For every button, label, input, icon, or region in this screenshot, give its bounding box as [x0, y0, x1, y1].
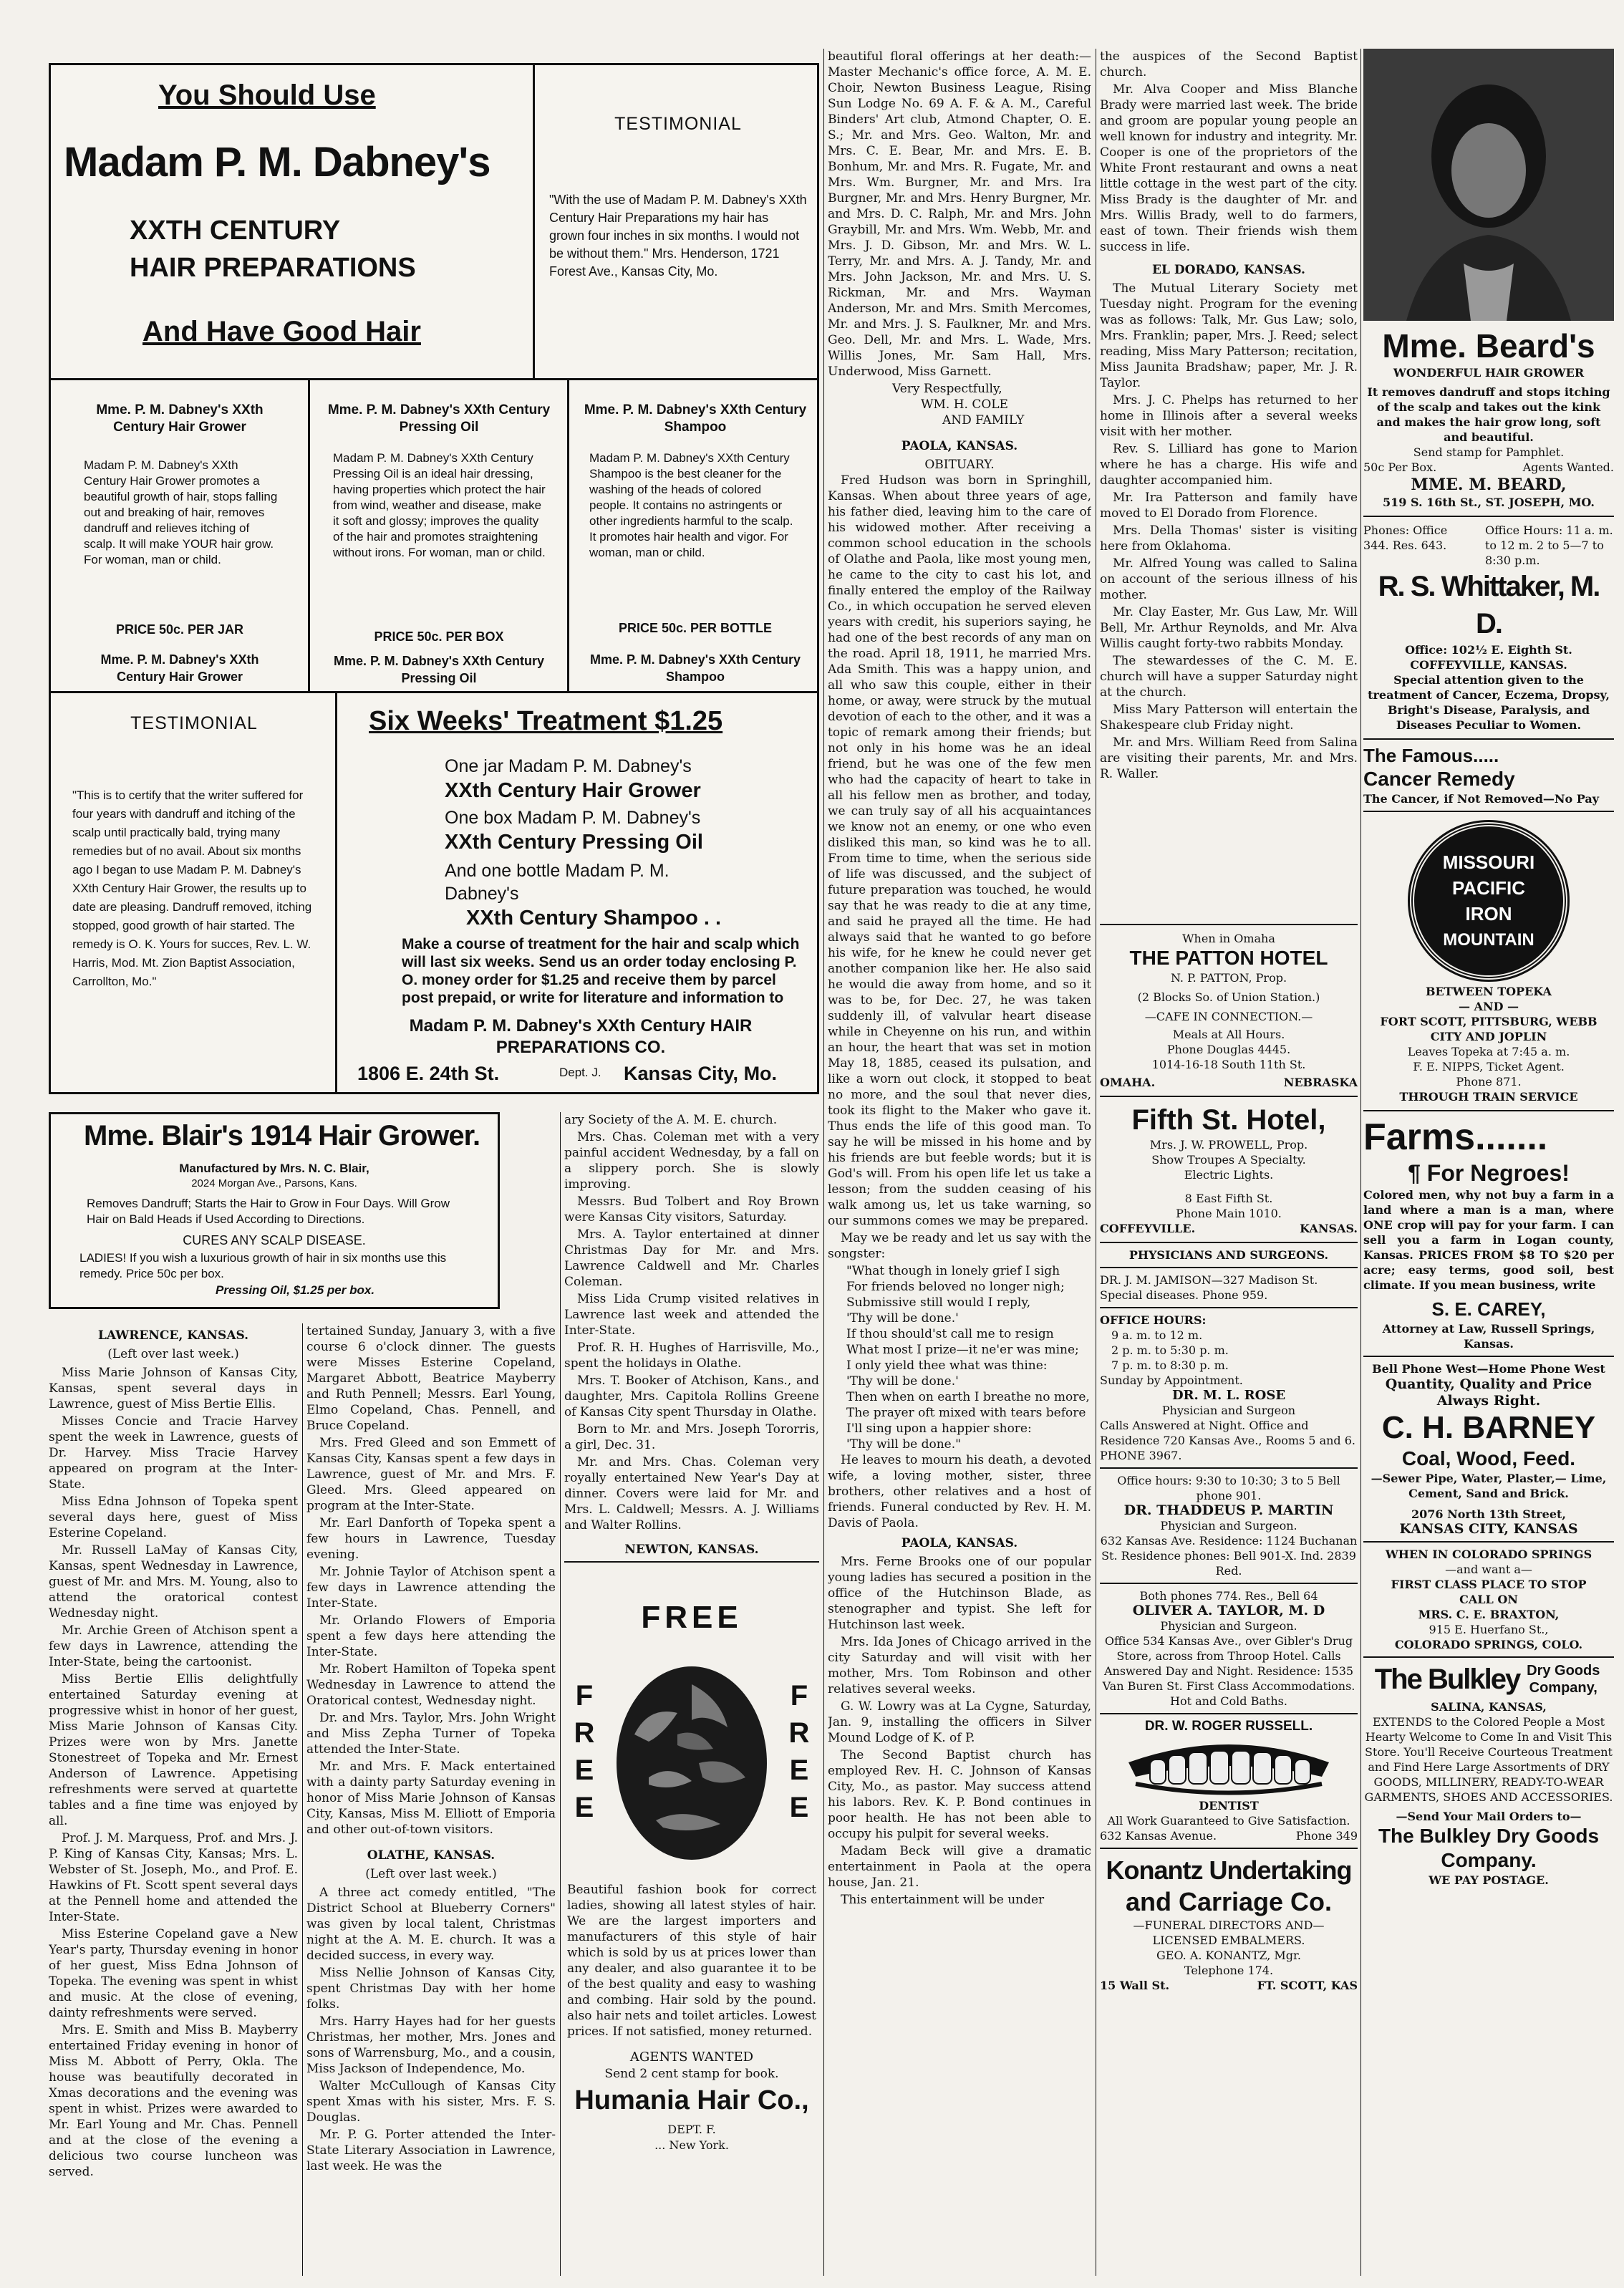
poem-line: Submissive still would I reply,: [846, 1295, 1031, 1310]
farms-title: Farms.......: [1363, 1116, 1548, 1158]
col3-para: Mrs. T. Booker of Atchison, Kans., and daughter, Mrs. Capitola Rollins Greene of Kansas City spent Thursday in Olathe.: [564, 1374, 819, 1419]
patton-cafe: —CAFE IN CONNECTION.—: [1144, 1010, 1313, 1023]
col2-para: A three act comedy entitled, "The District School at Blueberry Corners" was given by local talent, Christmas night at the A. M. E. church. It was a decided success, in every way.: [306, 1886, 556, 1963]
fifth-lights: Electric Lights.: [1184, 1168, 1274, 1182]
col4-para: Mrs. Ida Jones of Chicago arrived in the city Saturday and will visit with her mother, Mrs. Tom Robinson and other relatives several weeks.: [828, 1635, 1091, 1696]
beard-price: 50c Per Box.: [1363, 460, 1437, 474]
column-rule: [823, 49, 824, 2276]
blair-ad: [49, 1112, 500, 1309]
dabney-line2: HAIR PREPARATIONS: [130, 253, 416, 283]
farms-sub: ¶ For Negroes!: [1408, 1160, 1570, 1186]
treatment-line-1: One jar Madam P. M. Dabney's: [445, 756, 692, 776]
mp-line-4: MOUNTAIN: [1443, 930, 1534, 950]
dentist-text: All Work Guaranteed to Give Satisfaction.: [1107, 1814, 1350, 1828]
col5-para: Mrs. J. C. Phelps has returned to her home in Illinois after a several weeks visit with her mother.: [1100, 393, 1358, 439]
patton-hotel-ad: [1100, 924, 1358, 1097]
col5-heading: EL DORADO, KANSAS.: [1152, 263, 1305, 277]
farms-text: Colored men, why not buy a farm in a land where a man is a man, where ONE crop will pay for your farm. I can sell you a farm in Logan county, Kansas. PRICES FROM $8 TO $20 per acre; easy terms, good soil, best climate. If you mean business, write: [1363, 1188, 1614, 1292]
col1-para: Miss Bertie Ellis delightfully entertained Saturday evening at progressive whist in honor of her guest, Miss Marie Johnson of Kansas City. Prizes were won by Mrs. Janette Stonestreet of Topeka and Mr. Ernest Anderson of Lawrence. Appetising refreshments were served at quartette tables and a fine time was enjoyed by all.: [49, 1672, 298, 1828]
beard-title: Mme. Beard's: [1382, 327, 1595, 365]
colo-line-4: CALL ON: [1459, 1593, 1518, 1606]
whittaker-office: Office: 102½ E. Eighth St.: [1405, 643, 1572, 657]
taylor-sub: Physician and Surgeon.: [1160, 1619, 1297, 1633]
col4-para: This entertainment will be under: [841, 1893, 1045, 1907]
taylor-name: OLIVER A. TAYLOR, M. D: [1132, 1603, 1325, 1618]
mp-and: — AND —: [1458, 1000, 1519, 1013]
colo-line-1: WHEN IN COLORADO SPRINGS: [1385, 1548, 1592, 1561]
dabney-ad: [49, 63, 819, 693]
col3-para: Prof. R. H. Hughes of Harrisville, Mo., spent the holidays in Olathe.: [564, 1341, 819, 1371]
col2-para: Dr. and Mrs. Taylor, Mrs. John Wright and Miss Zepha Turner of Topeka attended the Inter-State.: [306, 1711, 556, 1757]
col5-para: Mr. Clay Easter, Mr. Gus Law, Mr. Will Bell, Mr. Arthur Reynolds, and Mr. Alva Willis caught forty-two rabbits Monday.: [1100, 605, 1358, 651]
cancer-title: Cancer Remedy: [1363, 768, 1515, 790]
dentist-phone: Phone 349: [1295, 1829, 1358, 1843]
col1-para: Prof. J. M. Marquess, Prof. and Mrs. J. P. King of Kansas City, Kansas; Mrs. L. Webster of St. Joseph, Mo., and Prof. E. Hawkins of Ft. Scott spent several days at the Pennell home and attended the Inter-State.: [49, 1831, 298, 1924]
bulkley-text: EXTENDS to the Colored People a Most Hearty Welcome to Come In and Visit This Store. You'll Receive Courteous Treatment and Find Here Large Assortments of DRY GOODS, MILLINERY, READY-TO-WEAR GARMENTS, SHOES AND ACCESSORIES.: [1364, 1715, 1613, 1804]
col2-para: Mr. Orlando Flowers of Emporia spent a few days here attending the Inter-State.: [306, 1613, 556, 1659]
dabney-line1: XXTH CENTURY: [130, 216, 341, 246]
fifth-state: KANSAS.: [1300, 1222, 1358, 1235]
good-hair: And Have Good Hair: [142, 316, 421, 347]
carey-name: S. E. CAREY,: [1431, 1298, 1546, 1320]
blair-title: Mme. Blair's 1914 Hair Grower.: [84, 1120, 480, 1152]
col1-sub: (Left over last week.): [107, 1347, 239, 1361]
free-heading: FREE: [641, 1600, 743, 1635]
col4-para: The Second Baptist church has employed Rev. H. C. Johnson of Kansas City, Mo., as pastor. May success attend his labors. Rev. K. P. Bond continues in poor health. He has not been able to occupy his pulpit for several weeks.: [828, 1748, 1091, 1841]
russell-name: DR. W. ROGER RUSSELL.: [1144, 1719, 1313, 1734]
col5-para: Mrs. Della Thomas' sister is visiting here from Oklahoma.: [1100, 523, 1358, 554]
col4-para: G. W. Lowry was at La Cygne, Saturday, Jan. 9, installing the officers in Silver Mound Lodge of K. of P.: [828, 1699, 1091, 1745]
col2-para: Mrs. Fred Gleed and son Emmett of Kansas City, Kansas spent a few days in Lawrence, guest of Mr. and Mrs. F. Gleed. Mrs. Gleed appeared on program at the Inter-State.: [306, 1436, 556, 1513]
blair-text: Removes Dandruff; Starts the Hair to Grow in Four Days. Will Grow Hair on Bald Heads if Used According to Directions.: [87, 1197, 450, 1226]
product-3-footer: Mme. P. M. Dabney's XXth Century Shampoo: [589, 652, 801, 684]
martin-name: DR. THADDEUS P. MARTIN: [1123, 1502, 1334, 1518]
col2-heading: OLATHE, KANSAS.: [367, 1848, 496, 1863]
poem-line: I only yield thee what was thine:: [846, 1358, 1048, 1373]
barney-addr: 2076 North 13th Street,: [1411, 1507, 1566, 1521]
konantz-mgr: GEO. A. KONANTZ, Mgr.: [1156, 1949, 1301, 1962]
blair-cures: CURES ANY SCALP DISEASE.: [183, 1233, 366, 1247]
bulkley-postage: WE PAY POSTAGE.: [1429, 1873, 1549, 1887]
whittaker-text: Special attention given to the treatment of Cancer, Eczema, Dropsy, Bright's Disease, Paralysis, and Diseases Peculiar to Women.: [1368, 673, 1610, 732]
humania-stamp: Send 2 cent stamp for book.: [604, 2067, 779, 2081]
bulkley-city: SALINA, KANSAS,: [1431, 1700, 1547, 1714]
treatment-line-5: And one bottle Madam P. M. Dabney's: [445, 861, 670, 904]
mp-line-2: PACIFIC: [1451, 877, 1526, 899]
col4-para: beautiful floral offerings at her death:— Master Mechanic's office force, A. M. E. Choir, Newton Business League, Rising Sun Lodge No. 69 A. F. & A. M., Careful Binders' Art club, Atmond Chapter, O. E. S.; Mr. and Mrs. Geo. Walton, Mr. and Mrs. C. E. Bear, Mr. and Mrs. E. B. Bonhum, Mr. and Mrs. R. Fugate, Mr. and Mrs. Wm. Burgner, Mr. and Mrs. Ira Burgner, Mr. and Mrs. Henry Burgner, Mr. and Mrs. D. C. Ralph, Mr. and Mrs. John Graybill, Mr. and Mrs. Wm. Webb, Mr. and Mrs. J. D. Gibson, Mr. and Mrs. W. L. Terry, Mr. and Mrs. A. J. Tandy, Mr. and Mrs. John Jackson, Mr. and Mrs. U. S. Rickman, Mr. and Mrs. Wayman Anderson, Mr. and Mrs. Smith Mercomes, Mr. and Mrs. J. S. Faulkner, Mr. and Mrs. Geo. Dell, Mr. and Mrs. L. Wade, Mrs. Willis Jones, Mr. Sam Hall, Mrs. Underwood, Miss Garnett.: [828, 49, 1091, 379]
konantz-addr: 15 Wall St.: [1100, 1979, 1170, 1992]
physicians-heading: PHYSICIANS AND SURGEONS.: [1100, 1243, 1358, 1268]
col4-para: Fred Hudson was born in Springhill, Kansas. When about three years of age, his father died, leaving him to the care of his widowed mother. After receiving a common school education in the schools of Olathe and Paola, like most young men, he came to the city to cast his lot, and finally entered the employ of the Railway Co., in which occupation he served eleven years with credit, his superiors saying, he had one of the best records of any man on the road. April 18, 1911, he married Mrs. Ada Smith. This was a happy union, and all who saw this couple, either in their home, or away, were struck by the mutual devotion of each to the other, and it was a topic of remark among their friends; but not only in his home was he an ideal friend, but he was one of the few men who had the capacity of heart to take in all his fellow men as brother, and today, we can truly say of all his acquaintances we know not an enemy, or one who even disliked this man, so kind was he to all. From time to time, when the serious side of life was discussed, and the subject of future preparation was touched, he would say that he was ready to die at any time, and said he prayed all the time. He had always said that he wanted to go before his wife, for he knew he could never get another companion like her. He also said he would die away from home, and so it was to be, for Dec. 27, he was taken suddenly ill, of valvular heart disease while in Cheyenne on his run, and within an hour, the heart that was set in motion May 18, 1885, ceased its pulsation, and like a worn out clock, it stopped to beat no more, and the soul that never dies, took its flight to the Maker who gave it. Thus ends the life of this good man. To say he will be missed in his home and by his friends are but feeble words; but it is God's will. From his open life let us take a lesson; from the sudden ceasing of his walk among us, let us take warning, so our summons comes we may be prepared.: [828, 473, 1091, 1228]
blair-maker: Manufactured by Mrs. N. C. Blair,: [179, 1162, 369, 1175]
fifth-troupes: Show Troupes A Specialty.: [1151, 1153, 1306, 1167]
col5-para: the auspices of the Second Baptist church.: [1100, 49, 1358, 79]
fifth-prop: Mrs. J. W. PROWELL, Prop.: [1149, 1138, 1308, 1152]
column-2: [306, 1323, 556, 2276]
treatment-title: Six Weeks' Treatment $1.25: [369, 706, 723, 736]
col3-para: Mrs. Chas. Coleman met with a very painful accident Wednesday, by a fall on a slippery porch. She is slowly improving.: [564, 1130, 819, 1192]
beard-sub: WONDERFUL HAIR GROWER: [1393, 366, 1585, 380]
colo-line-3: FIRST CLASS PLACE TO STOP: [1391, 1578, 1587, 1591]
dentist-title: DENTIST: [1199, 1799, 1259, 1812]
konantz-phone: Telephone 174.: [1184, 1964, 1274, 1977]
carey-sub: Attorney at Law, Russell Springs, Kansas.: [1382, 1322, 1595, 1351]
martin-sub: Physician and Surgeon.: [1160, 1519, 1297, 1532]
testimonial-1-text: "With the use of Madam P. M. Dabney's XXth Century Hair Preparations my hair has grown four inches in six months. I would not be without them." Mrs. Henderson, 1721 Forest Ave., Kansas City, Mo.: [549, 193, 807, 279]
cancer-sub: The Cancer, if Not Removed—No Pay: [1363, 792, 1600, 806]
famous: The Famous.....: [1363, 745, 1499, 766]
martin-text: 632 Kansas Ave. Residence: 1124 Buchanan St. Residence phones: Bell 901-X. Ind. 2839 Red.: [1100, 1534, 1358, 1578]
company-dept: Dept. J.: [559, 1066, 601, 1079]
bulkley-mail: —Send Your Mail Orders to—: [1396, 1810, 1582, 1823]
product-3-price: PRICE 50c. PER BOTTLE: [618, 621, 773, 635]
mp-line-1: MISSOURI: [1442, 851, 1535, 873]
col2-para: Mr. Johnie Taylor of Atchison spent a few days in Lawrence attending the Inter-State.: [306, 1565, 556, 1611]
col5-para: Mr. Alfred Young was called to Salina on account of the serious illness of his mother.: [1100, 556, 1358, 602]
col2-para: Mr. Earl Danforth of Topeka spent a few hours in Lawrence, Tuesday evening.: [306, 1516, 556, 1562]
barney-name: C. H. BARNEY: [1381, 1410, 1596, 1445]
cancer-ad: [1363, 740, 1614, 812]
col4-sub: OBITUARY.: [924, 458, 995, 472]
humania-dept: DEPT. F.: [667, 2123, 716, 2136]
treatment-line-6: XXth Century Shampoo . .: [466, 907, 722, 930]
barney-sub: Coal, Wood, Feed.: [1401, 1447, 1576, 1469]
patton-name: THE PATTON HOTEL: [1129, 947, 1328, 969]
fifth-name: Fifth St. Hotel,: [1131, 1104, 1326, 1136]
mp-cities: FORT SCOTT, PITTSBURG, WEBB CITY AND JOPLIN: [1380, 1015, 1598, 1043]
col5-para: Mr. Ira Patterson and family have moved to El Dorado from Florence.: [1100, 491, 1358, 521]
col2-para: tertained Sunday, January 3, with a five course 6 o'clock dinner. The guests were Misses Esterine Copeland, Margaret Abbott, Beatrice Mayberry and Ruth Pennell; Messrs. Earl Young, Elmo Copeland, Chas. Pennell, and Bruce Copeland.: [306, 1324, 556, 1433]
col3-heading: NEWTON, KANSAS.: [624, 1543, 759, 1556]
product-2-text: Madam P. M. Dabney's XXth Century Pressing Oil is an ideal hair dressing, having properties which protect the hair from wind, weather and disease, make it soft and glossy; improves the quality of the hair and promotes straightening without irons. For woman, man or child.: [333, 451, 546, 559]
dabney-header: [51, 65, 535, 380]
testimonial-2-text: "This is to certify that the writer suffered for four years with dandruff and itching of the scalp until practically bald, trying many remedies but of no avail. About six months ago I began to use Madam P. M. Dabney's XXth Century Hair Grower, the results up to date are pleasing. Dandruff removed, itching stopped, good growth of hair started. The remedy is O. K. Yours for succes, Rev. L. W. Harris, Mod. Mt. Zion Baptist Association, Carrollton, Mo.": [72, 788, 312, 988]
poem-line: What most I prize—it ne'er was mine;: [846, 1343, 1079, 1357]
col3-para: Mrs. A. Taylor entertained at dinner Christmas Day for Mr. and Mrs. Lawrence Caldwell and Mr. Charles Coleman.: [564, 1227, 819, 1289]
product-2-title: Mme. P. M. Dabney's XXth Century Pressing Oil: [327, 402, 551, 435]
treatment-line-2: XXth Century Hair Grower: [445, 779, 701, 802]
colo-line-2: —and want a—: [1445, 1563, 1532, 1576]
colorado-ad: [1363, 1543, 1614, 1658]
konantz-ad: [1100, 1849, 1358, 1999]
fifth-addr: 8 East Fifth St.: [1184, 1192, 1273, 1205]
col3-para: Born to Mr. and Mrs. Joseph Tororris, a girl, Dec. 31.: [564, 1422, 819, 1452]
mp-phone: Phone 871.: [1456, 1075, 1522, 1089]
product-shampoo: [569, 380, 819, 693]
patton-blocks: (2 Blocks So. of Union Station.): [1137, 990, 1320, 1004]
missouri-pacific-logo: [1410, 822, 1567, 980]
column-6: [1363, 49, 1614, 2276]
office-hour: 7 p. m. to 8:30 p. m.: [1111, 1358, 1229, 1372]
patton-prop: N. P. PATTON, Prop.: [1170, 971, 1287, 985]
humania-name: Humania Hair Co.,: [574, 2085, 809, 2115]
col1-heading: LAWRENCE, KANSAS.: [97, 1328, 249, 1343]
col1-para: Mr. Russell LaMay of Kansas City, Kansas, spent Wednesday in Lawrence, guest of Mr. and Mrs. M. Young, also to attend the oratorical contest Wednesday night.: [49, 1543, 298, 1621]
column-5: [1100, 49, 1358, 894]
col2-para: Mrs. Harry Hayes had for her guests Christmas, her mother, Mrs. Jones and sons of Warrensburg, Mo., and a cousin, Miss Jackson of Independence, Mo.: [306, 2014, 556, 2076]
office-hour: 9 a. m. to 12 m.: [1111, 1328, 1203, 1342]
you-should-use: You Should Use: [158, 79, 376, 111]
missouri-pacific-ad: [1363, 812, 1614, 1111]
col2-sub: (Left over last week.): [365, 1867, 497, 1881]
product-3-text: Madam P. M. Dabney's XXth Century Shampoo is the best cleaner for the washing of the heads of colored people. It contains no astringents or other ingredients harmful to the scalp. It promotes hair health and vigor. For woman, man or child.: [589, 451, 793, 559]
patton-addr: 1014-16-18 South 11th St.: [1151, 1058, 1306, 1071]
col2-para: Mr. Robert Hamilton of Topeka spent Wednesday in Lawrence to attend the Oratorical contest, Wednesday night.: [306, 1662, 556, 1708]
taylor-phones: Both phones 774. Res., Bell 64: [1139, 1589, 1318, 1603]
humania-addr: ... New York.: [654, 2138, 729, 2152]
whittaker-phones: Phones: Office 344. Res. 643.: [1363, 523, 1448, 552]
barney-phone: Bell Phone West—Home Phone West: [1372, 1362, 1605, 1376]
col3-para: Messrs. Bud Tolbert and Roy Brown were Kansas City visitors, Saturday.: [564, 1194, 819, 1225]
whittaker-hours: Office Hours: 11 a. m. to 12 m. 2 to 5—7 to 8:30 p.m.: [1485, 523, 1613, 567]
teeth-illustration: [1121, 1734, 1336, 1798]
col4-sign-1: Very Respectfully,: [892, 382, 1002, 396]
free-right: FREE: [788, 1680, 810, 1823]
konantz-title-2: and Carriage Co.: [1125, 1887, 1333, 1916]
colo-line-5: MRS. C. E. BRAXTON,: [1418, 1608, 1560, 1621]
blair-address: 2024 Morgan Ave., Parsons, Kans.: [191, 1177, 357, 1189]
product-hair-grower: [51, 380, 310, 693]
column-4: [828, 49, 1091, 2276]
col2-para: Mr. P. G. Porter attended the Inter-State Literary Association in Lawrence, last week. He was the: [306, 2128, 556, 2173]
poem-line: 'Thy will be done.': [846, 1374, 959, 1389]
jamison-ad: DR. J. M. JAMISON—327 Madison St. Special diseases. Phone 959.: [1100, 1268, 1358, 1308]
poem-line: The prayer oft mixed with tears before: [846, 1406, 1086, 1420]
office-hour: 2 p. m. to 5:30 p. m.: [1111, 1343, 1229, 1357]
col4-sign-3: AND FAMILY: [942, 413, 1025, 428]
product-1-title: Mme. P. M. Dabney's XXth Century Hair Grower: [96, 402, 264, 435]
column-rule: [1360, 49, 1361, 2276]
bulkley-title-2: Dry Goods Company,: [1527, 1663, 1600, 1696]
martin-ad: [1100, 1469, 1358, 1584]
product-2-price: PRICE 50c. PER BOX: [374, 629, 504, 644]
col1-para: Miss Esterine Copeland gave a New Year's party, Thursday evening in honor of her guest, Miss Edna Johnson of Topeka. The evening was spent in whist and music. At the close of evening, dainty refreshments were served.: [49, 1927, 298, 2020]
rose-name: DR. M. L. ROSE: [1171, 1388, 1286, 1403]
col3-para: Mr. and Mrs. Chas. Coleman very royally entertained New Year's Day at dinner. Covers were laid for Mr. and Mrs. L. Caldwell; Messrs. A. J. Williams and Walter Rollins.: [564, 1455, 819, 1532]
patton-pre: When in Omaha: [1182, 932, 1275, 945]
bulkley-title: The Bulkley: [1374, 1664, 1520, 1695]
martin-hours: Office hours: 9:30 to 10:30; 3 to 5 Bell phone 901.: [1117, 1474, 1340, 1502]
fifth-city: COFFEYVILLE.: [1100, 1222, 1196, 1235]
fifth-phone: Phone Main 1010.: [1176, 1207, 1282, 1220]
humania-agents: AGENTS WANTED: [629, 2050, 754, 2065]
product-1-text: Madam P. M. Dabney's XXth Century Hair Grower promotes a beautiful growth of hair, stops falling out and breaking of hair, removes dandruff and relieves itching of scalp. It will make YOUR hair grow. For woman, man or child.: [84, 458, 278, 566]
column-1: [49, 1323, 298, 2276]
beard-stamp: Send stamp for Pamphlet.: [1413, 445, 1565, 459]
product-pressing-oil: [310, 380, 569, 693]
taylor-ad: [1100, 1584, 1358, 1714]
treatment-line-4: XXth Century Pressing Oil: [445, 831, 703, 854]
patton-meals: Meals at All Hours.: [1172, 1028, 1285, 1041]
barney-ad: [1363, 1357, 1614, 1543]
col2-para: Miss Nellie Johnson of Kansas City, spent Christmas Day with her home folks.: [306, 1966, 556, 2012]
rose-sub: Physician and Surgeon: [1161, 1404, 1296, 1417]
col2-para: Mr. and Mrs. F. Mack entertained with a dainty party Saturday evening in honor of Miss Marie Johnson of Kansas City, Kansas, Miss M. Elliott of Emporia and other out-of-town visitors.: [306, 1760, 556, 1837]
office-hours-ad: [1100, 1308, 1358, 1469]
russell-dentist-ad: [1100, 1714, 1358, 1849]
poem-line: 'Thy will be done.': [846, 1311, 959, 1326]
bulkley-footer: The Bulkley Dry Goods Company.: [1378, 1825, 1600, 1871]
col4-heading: PAOLA, KANSAS.: [901, 439, 1018, 453]
sunday-hours: Sunday by Appointment.: [1100, 1374, 1243, 1387]
col1-para: Miss Marie Johnson of Kansas City, Kansas, spent several days in Lawrence, guest of Miss Bertie Ellis.: [49, 1366, 298, 1411]
hair-bun-illustration: [606, 1656, 778, 1871]
beard-portrait: [1363, 49, 1614, 321]
whittaker-city: COFFEYVILLE, KANSAS.: [1410, 658, 1567, 672]
col1-para: Miss Edna Johnson of Topeka spent several days here, guest of Miss Esterine Copeland.: [49, 1495, 298, 1540]
col5-para: The stewardesses of the C. M. E. church will have a supper Saturday night at the church.: [1100, 654, 1358, 700]
humania-text: Beautiful fashion book for correct ladies, showing all latest styles of hair. We are the largest importers and manufacturers of this style of hair which is sold by us at prices lower than any dealer, and also guarantee it to be of the best quality and easy to washing and combing. Hair sold by the pound. also hair nets and toilet articles. Lowest prices. If not satisfied, money returned.: [567, 1883, 816, 2039]
six-weeks-treatment: [337, 693, 819, 1094]
col5-para: Miss Mary Patterson will entertain the Shakespeare club Friday night.: [1100, 703, 1358, 733]
farms-ad: [1363, 1111, 1614, 1357]
poem-line: For friends beloved no longer nigh;: [846, 1280, 1065, 1294]
col4-heading-2: PAOLA, KANSAS.: [901, 1536, 1018, 1550]
office-hours-title: OFFICE HOURS:: [1100, 1313, 1207, 1327]
beard-name: MME. M. BEARD,: [1411, 476, 1567, 494]
dabney-ad-bottom: [49, 693, 819, 1094]
dabney-name: Madam P. M. Dabney's: [64, 139, 490, 185]
poem-line: If thou should'st call me to resign: [846, 1327, 1054, 1341]
testimonial-1: [535, 65, 819, 380]
col5-para: Rev. S. Lilliard has gone to Marion where he has a charge. His wife and daughter accompanied him.: [1100, 442, 1358, 488]
taylor-text: Office 534 Kansas Ave., over Gibler's Drug Store, across from Throop Hotel. Calls Answered Day and Night. Residence: 1535 Van Buren St. First Class Accommodations. Hot and Cold Baths.: [1102, 1634, 1355, 1708]
patton-phone: Phone Douglas 4445.: [1166, 1043, 1291, 1056]
konantz-city: FT. SCOTT, KAS: [1257, 1979, 1358, 1992]
treatment-line-3: One box Madam P. M. Dabney's: [445, 808, 701, 828]
mp-between: BETWEEN TOPEKA: [1426, 985, 1552, 998]
mp-agent: F. E. NIPPS, Ticket Agent.: [1413, 1060, 1565, 1073]
whittaker-ad: [1363, 517, 1614, 740]
poem-line: 'Thy will be done.": [846, 1437, 961, 1452]
beard-ad: [1363, 321, 1614, 517]
blair-ladies: LADIES! If you wish a luxurious growth of hair in six months use this remedy. Price 50c per box.: [79, 1251, 447, 1280]
col5-para: The Mutual Literary Society met Tuesday night. Program for the evening was as follows: Talk, Mr. Gus Law; solo, Mrs. Franklin; paper, Mrs. J. Reed; select reading, Miss Mary Patterson; recitation, Miss Jaunita Bradshaw; paper, Mr. J. R. Taylor.: [1100, 281, 1358, 390]
poem-line: Then when on earth I breathe no more,: [846, 1390, 1090, 1404]
rose-text: Calls Answered at Night. Office and Residence 720 Kansas Ave., Rooms 5 and 6. PHONE 3967.: [1100, 1419, 1355, 1462]
col4-para: May we be ready and let us say with the songster:: [828, 1231, 1091, 1261]
col5-para: Mr. and Mrs. William Reed from Salina are visiting their parents, Mr. and Mrs. R. Waller.: [1100, 735, 1358, 781]
bulkley-ad: [1363, 1658, 1614, 1892]
product-1-footer: Mme. P. M. Dabney's XXth Century Hair Grower: [100, 652, 259, 684]
patton-state: NEBRASKA: [1283, 1076, 1358, 1089]
portrait-icon: [1363, 49, 1614, 321]
mp-leaves: Leaves Topeka at 7:45 a. m.: [1407, 1045, 1570, 1058]
col4-para: Mrs. Ferne Brooks one of our popular young ladies has secured a position in the office of the Hutchinson Blade, as stenographer and typist. She left for Hutchinson last week.: [828, 1555, 1091, 1632]
col1-para: Misses Concie and Tracie Harvey spent the week in Lawrence, guests of Dr. Harvey. Miss Tracie Harvey appeared on program at the Inter-State.: [49, 1414, 298, 1492]
company-city: Kansas City, Mo.: [624, 1063, 778, 1084]
beard-text: It removes dandruff and stops itching of the scalp and takes out the kink and makes the hair grow long, soft and beautiful.: [1367, 385, 1610, 444]
barney-text: —Sewer Pipe, Water, Plaster,— Lime, Cement, Sand and Brick.: [1371, 1472, 1607, 1500]
patton-city: OMAHA.: [1100, 1076, 1156, 1089]
company-address: 1806 E. 24th St.: [357, 1063, 500, 1084]
col5-ads: [1100, 924, 1358, 2277]
konantz-funeral: —FUNERAL DIRECTORS AND— LICENSED EMBALMERS.: [1133, 1918, 1325, 1947]
colo-line-6: 915 E. Huerfano St.,: [1429, 1623, 1549, 1636]
col3-para: Miss Lida Crump visited relatives in Lawrence last week and attended the Inter-State.: [564, 1292, 819, 1338]
col4-sign-2: WM. H. COLE: [921, 397, 1008, 412]
column-rule: [302, 1323, 303, 2276]
konantz-title: Konantz Undertaking: [1106, 1855, 1352, 1885]
product-1-price: PRICE 50c. PER JAR: [115, 622, 244, 637]
column-rule: [560, 1112, 561, 2276]
free-left: FREE: [574, 1680, 595, 1823]
company-name: Madam P. M. Dabney's XXth Century HAIR PREPARATIONS CO.: [409, 1016, 753, 1057]
col5-para: Mr. Alva Cooper and Miss Blanche Brady were married last week. The bride and groom are popular young people an well known for industry and integrity. Mr. Cooper is one of the proprietors of the White Front restaurant and owns a neat little cottage in the west part of the city. Miss Brady is the daughter of Mr. and Mrs. Willis Brady, well to do farmers, east of town. Their friends wish them success in life.: [1100, 82, 1358, 254]
col2-para: Walter McCullough of Kansas City spent Xmas with his sister, Mrs. F. S. Douglas.: [306, 2079, 556, 2125]
barney-quality: Quantity, Quality and Price Always Right.: [1385, 1376, 1592, 1409]
barney-city: KANSAS CITY, KANSAS: [1399, 1521, 1578, 1537]
column-3: [564, 1112, 819, 1556]
mp-through: THROUGH TRAIN SERVICE: [1399, 1090, 1578, 1104]
testimonial-1-title: TESTIMONIAL: [614, 114, 742, 134]
humania-ad: [564, 1561, 819, 2277]
treatment-text: Make a course of treatment for the hair and scalp which will last six weeks. Send us an order today enclosing P. O. money order for $1.25 and receive them by parcel post prepaid, or write for literature and information to: [402, 936, 800, 1006]
testimonial-2: [51, 693, 337, 1094]
fifth-st-hotel-ad: [1100, 1097, 1358, 1243]
testimonial-2-title: TESTIMONIAL: [130, 713, 258, 733]
col3-para: ary Society of the A. M. E. church.: [564, 1113, 778, 1127]
colo-line-7: COLORADO SPRINGS, COLO.: [1394, 1638, 1583, 1651]
col1-para: Mrs. E. Smith and Miss B. Mayberry entertained Friday evening in honor of Miss M. Abbott of Perry, Okla. The house was beautifully decorated in Xmas decorations and the evening was spent in whist. Prizes were awarded to Mr. Earl Young and Mr. Chas. Pennell and at the close of the evening a delicious two course luncheon was served.: [49, 2023, 298, 2179]
beard-addr: 519 S. 16th St., ST. JOSEPH, MO.: [1383, 496, 1595, 509]
poem-line: "What though in lonely grief I sigh: [846, 1264, 1060, 1278]
blair-oil: Pressing Oil, $1.25 per box.: [216, 1283, 375, 1297]
poem: [828, 1263, 1091, 1452]
product-2-footer: Mme. P. M. Dabney's XXth Century Pressing Oil: [333, 654, 545, 685]
col4-para: He leaves to mourn his death, a devoted wife, a loving mother, sister, three brothers, other relatives and a host of friends. Funeral conducted by Rev. H. M. Davis of Paola.: [828, 1453, 1091, 1530]
product-3-title: Mme. P. M. Dabney's XXth Century Shampoo: [584, 402, 807, 435]
mp-line-3: IRON: [1465, 903, 1512, 925]
col1-para: Mr. Archie Green of Atchison spent a few days in Lawrence, attending the Inter-State, being the cartoonist.: [49, 1623, 298, 1669]
dentist-addr: 632 Kansas Avenue.: [1100, 1829, 1217, 1843]
whittaker-name: R. S. Whittaker, M. D.: [1378, 571, 1600, 639]
poem-line: I'll sing upon a happier shore:: [846, 1421, 1032, 1436]
col4-para: Madam Beck will give a dramatic entertainment in Paola at the opera house, Jan. 21.: [828, 1844, 1091, 1890]
beard-agents: Agents Wanted.: [1522, 460, 1614, 474]
